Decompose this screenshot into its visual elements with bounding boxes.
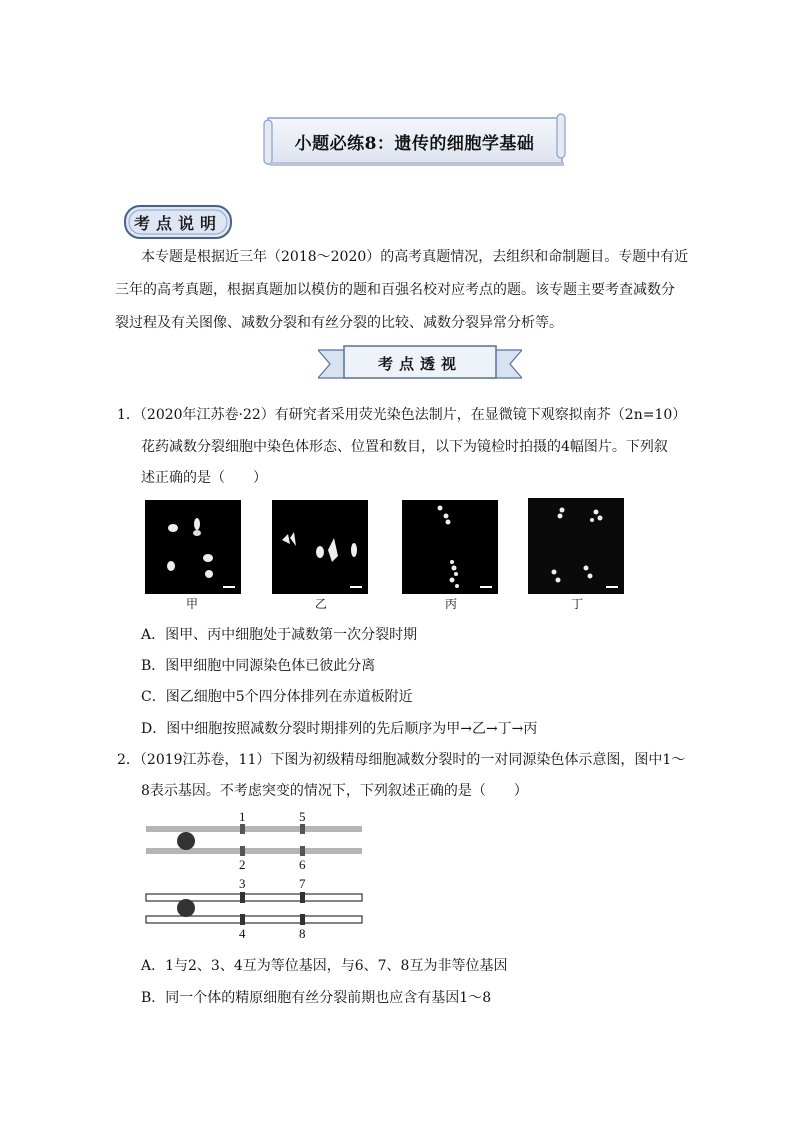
intro-line-3: 裂过程及有关图像、减数分裂和有丝分裂的比较、减数分裂异常分析等。 xyxy=(115,315,563,331)
title-banner xyxy=(262,112,567,170)
homologous-chromosome-figure xyxy=(140,806,370,946)
intro-line-1: 本专题是根据近三年（2018～2020）的高考真题情况，去组织和命制题目。专题中有近 xyxy=(141,249,689,265)
q1-line-3: 述正确的是（ ） xyxy=(141,470,267,486)
q1-line-1: 1．（2020年江苏卷·22）有研究者采用荧光染色法制片，在显微镜下观察拟南芥（2n=10） xyxy=(117,407,687,423)
q2-line-1: 2．（2019江苏卷，11）下图为初级精母细胞减数分裂时的一对同源染色体示意图，图中1～ xyxy=(117,752,686,768)
micrograph-yi xyxy=(272,500,368,594)
photo-label-jia: 甲 xyxy=(185,597,198,611)
gene-label-1: 1 xyxy=(239,809,246,824)
micrograph-jia xyxy=(145,500,241,594)
photo-label-yi: 乙 xyxy=(314,597,327,611)
q2-option-a: A．1与2、3、4互为等位基因，与6、7、8互为非等位基因 xyxy=(141,958,508,974)
micrograph-ding xyxy=(528,498,624,594)
micrograph-bing xyxy=(402,500,498,594)
chromosome-cluster xyxy=(402,500,498,594)
gene-label-5: 5 xyxy=(299,809,306,824)
q1-option-d: D．图中细胞按照减数分裂时期排列的先后顺序为甲→乙→丁→丙 xyxy=(141,721,538,737)
chromosome-cluster xyxy=(272,500,368,594)
q1-line-2: 花药减数分裂细胞中染色体形态、位置和数目，以下为镜检时拍摄的4幅图片。下列叙 xyxy=(141,439,668,455)
section-ribbon xyxy=(318,344,522,382)
chromosome-cluster xyxy=(528,498,624,594)
chromosome-cluster xyxy=(145,500,241,594)
q1-option-b: B．图甲细胞中同源染色体已彼此分离 xyxy=(141,658,376,674)
gene-label-4: 4 xyxy=(239,926,246,941)
section-badge xyxy=(122,203,234,241)
intro-line-2: 三年的高考真题，根据真题加以模仿的题和百强名校对应考点的题。该专题主要考查减数分 xyxy=(115,282,675,298)
photo-label-bing: 丙 xyxy=(444,597,457,611)
page-title: 小题必练8：遗传的细胞学基础 xyxy=(294,133,535,154)
q1-option-a: A．图甲、丙中细胞处于减数第一次分裂时期 xyxy=(141,627,418,643)
badge-label: 考点说明 xyxy=(133,213,222,233)
gene-label-8: 8 xyxy=(299,926,306,941)
photo-label-ding: 丁 xyxy=(570,597,583,611)
gene-label-3: 3 xyxy=(239,876,246,891)
gene-label-2: 2 xyxy=(239,857,246,872)
q2-option-b: B．同一个体的精原细胞有丝分裂前期也应含有基因1～8 xyxy=(141,990,492,1006)
q1-option-c: C．图乙细胞中5个四分体排列在赤道板附近 xyxy=(141,689,413,705)
q2-line-2: 8表示基因。不考虑突变的情况下，下列叙述正确的是（ ） xyxy=(141,783,528,799)
chromosome-diagram xyxy=(140,806,370,946)
gene-label-7: 7 xyxy=(299,876,306,891)
gene-label-6: 6 xyxy=(299,857,306,872)
ribbon-label: 考点透视 xyxy=(377,354,462,373)
